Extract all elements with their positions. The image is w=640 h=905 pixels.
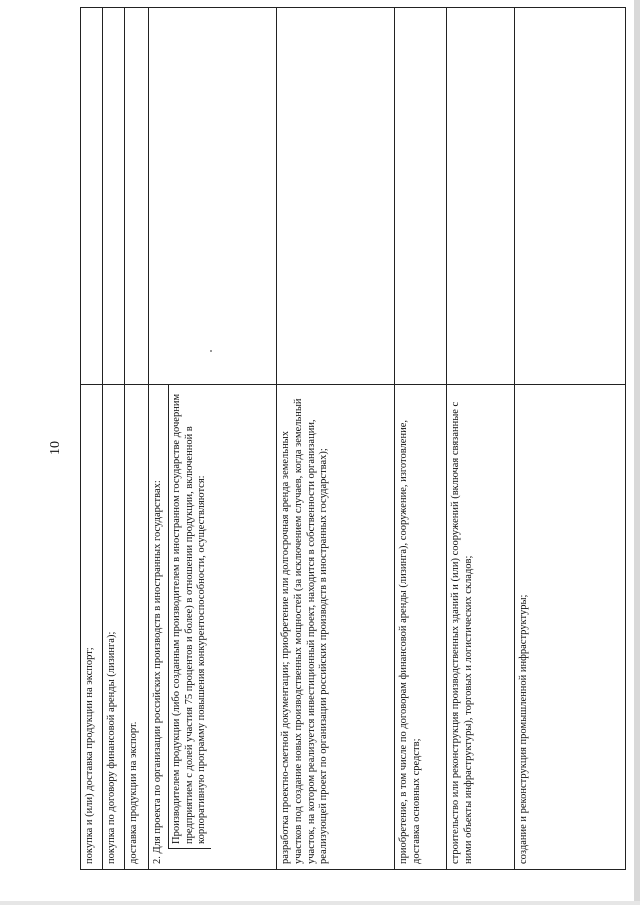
row-text: создание и реконструкция промышленной инфраструктуры;: [515, 385, 626, 870]
table-row: [103, 8, 125, 870]
row-text: строительство или реконструкция производственных зданий и (или) сооружений (включая связанные с ними объекты инфраструктуры), торговых и логистических складов;: [447, 385, 515, 870]
empty-cell: [277, 8, 395, 385]
row-text: покупка по договору финансовой аренды (лизинга);: [103, 385, 125, 870]
table-row: [395, 8, 447, 870]
empty-cell: [515, 8, 626, 385]
page-number: 10: [48, 441, 63, 455]
nested-table: [168, 385, 211, 869]
row-text: доставка продукции на экспорт.: [125, 385, 149, 870]
speck: [210, 350, 212, 352]
section-heading: 2. Для проекта по организации российских производств в иностранных государствах:: [152, 480, 163, 864]
empty-cell: [447, 8, 515, 385]
page-edge-bottom: [0, 901, 640, 905]
table-row: [277, 8, 395, 870]
page-edge-right: [634, 0, 640, 905]
empty-cell: [81, 8, 103, 385]
empty-cell: [125, 8, 149, 385]
table-row: [447, 8, 515, 870]
row-text: приобретение, в том числе по договорам финансовой аренды (лизинга), сооружение, изготовление, доставка основных средств;: [395, 385, 447, 870]
table-row: [515, 8, 626, 870]
section-cell: [149, 385, 277, 870]
row-text: разработка проектно-сметной документации; приобретение или долгосрочная аренда земельных участков под создание новых производственных мощностей (за исключением случаев, когда земельный участок, на котором реализуется инвестиционный проект, находится в собственности организации, реализующей проект по организации российских производств в иностранных государствах);: [277, 385, 395, 870]
document-table: [80, 7, 626, 870]
nested-text: Производителем продукции (либо созданным производителем в иностранном государстве дочерним предприятием с долей участия 75 процентов и более) в отношении продукции, включенной в корпоративную программу повышения конкурентоспособности, осуществляются:: [168, 385, 211, 849]
nested-stub: [168, 849, 211, 870]
empty-cell: [149, 8, 277, 385]
table-row: [125, 8, 149, 870]
rotated-table: [80, 30, 625, 870]
row-text: покупка и (или) доставка продукции на экспорт;: [81, 385, 103, 870]
empty-cell: [103, 8, 125, 385]
table-row: [81, 8, 103, 870]
empty-cell: [395, 8, 447, 385]
table-row: [149, 8, 277, 870]
